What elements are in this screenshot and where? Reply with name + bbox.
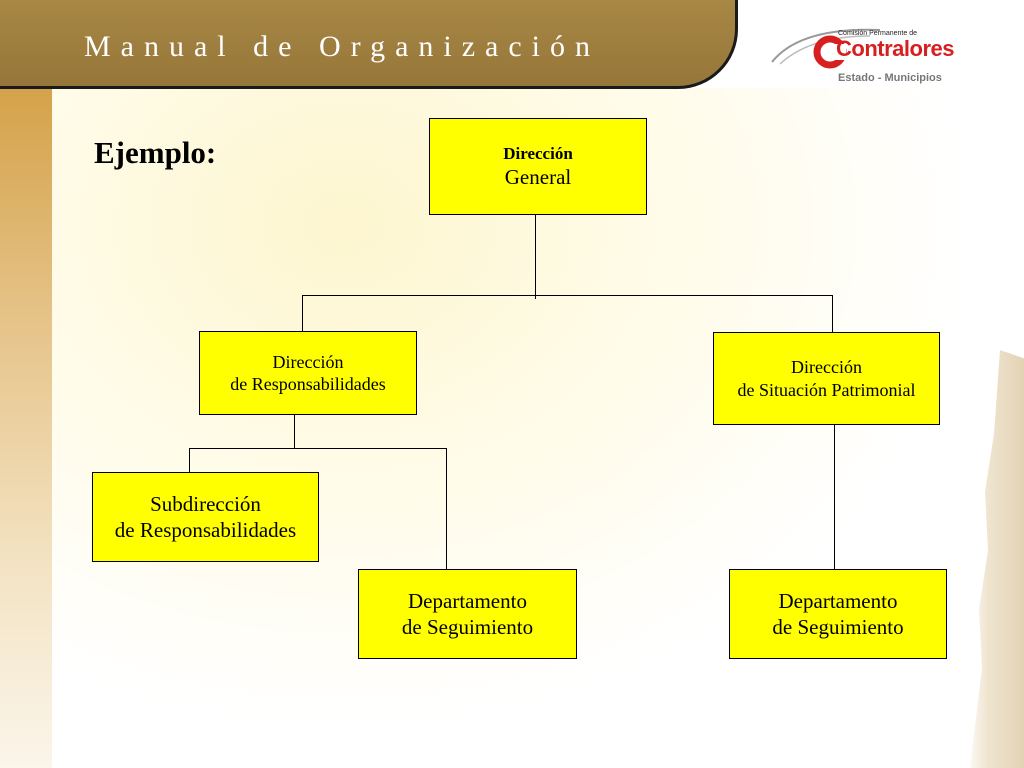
org-node-direccion-general xyxy=(429,118,647,215)
node-line2: de Responsabilidades xyxy=(230,374,386,394)
logo-small-text: Comisión Permanente de xyxy=(838,30,917,37)
connector-line xyxy=(832,295,833,332)
connector-line xyxy=(189,448,447,449)
example-label: Ejemplo: xyxy=(94,135,217,170)
org-node-subdireccion-responsabilidades xyxy=(92,472,319,562)
contralores-logo xyxy=(770,22,960,92)
connector-line xyxy=(302,295,833,296)
slide-title: Manual de Organización xyxy=(84,30,601,63)
org-node-departamento-seguimiento-2 xyxy=(729,569,947,659)
connector-line xyxy=(189,448,190,472)
org-node-direccion-responsabilidades xyxy=(199,331,417,415)
connector-line xyxy=(446,448,447,570)
node-line2: de Responsabilidades xyxy=(114,518,297,542)
node-line2: de Situación Patrimonial xyxy=(737,379,916,400)
node-line2: de Seguimiento xyxy=(772,615,904,639)
node-line1: Dirección xyxy=(272,351,344,372)
connector-line xyxy=(294,414,295,448)
node-line1: Departamento xyxy=(778,588,898,613)
logo-sub-text: Estado - Municipios xyxy=(838,72,942,84)
node-line1: Departamento xyxy=(408,588,527,613)
org-node-direccion-situacion-patrimonial xyxy=(713,332,940,425)
slide-header xyxy=(0,0,1024,88)
node-line2: General xyxy=(504,165,572,189)
node-line1: Subdirección xyxy=(150,491,261,516)
node-line1: Dirección xyxy=(791,357,862,377)
left-decorative-band xyxy=(0,88,52,768)
org-node-departamento-seguimiento-1 xyxy=(358,569,577,659)
connector-line xyxy=(302,295,303,331)
connector-line xyxy=(535,214,536,299)
connector-line xyxy=(834,424,835,570)
node-line1: Dirección xyxy=(503,143,573,163)
node-line2: de Seguimiento xyxy=(401,615,534,639)
logo-main-text: Contralores xyxy=(836,36,954,61)
